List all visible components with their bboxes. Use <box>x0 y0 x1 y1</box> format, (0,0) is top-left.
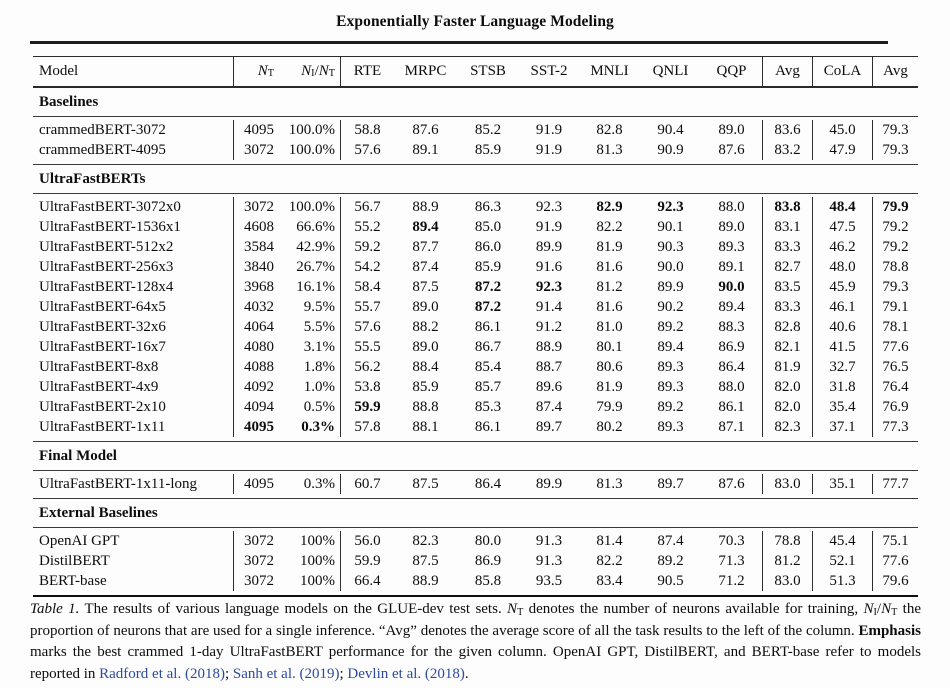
table-cell-sst-2: 91.6 <box>535 258 563 275</box>
table-cell-avg: 78.8 <box>762 531 812 551</box>
table-cell-mnli: 81.9 <box>596 378 623 395</box>
model-name-cell: DistilBERT <box>39 552 110 569</box>
column-header-cola: CoLA <box>812 57 872 86</box>
table-cell-qqp: 89.0 <box>718 218 745 235</box>
model-name-cell: UltraFastBERT-256x3 <box>39 258 174 275</box>
table-cell-avg: 83.3 <box>762 237 812 257</box>
model-name-cell: crammedBERT-4095 <box>39 141 166 158</box>
table-cell-avg: 76.4 <box>872 377 918 397</box>
table-cell-avg: 79.2 <box>872 217 918 237</box>
table-cell-qnli: 89.3 <box>657 418 684 435</box>
table-cell-rte: 57.6 <box>340 140 394 160</box>
table-cell-sst-2: 93.5 <box>535 572 563 589</box>
column-header-avg: Avg <box>762 57 812 86</box>
table-cell-stsb: 86.3 <box>474 198 502 215</box>
table-cell-cola: 37.1 <box>812 417 872 437</box>
table-cell-cola: 48.4 <box>812 197 872 217</box>
table-cell-qnli: 89.2 <box>657 318 684 335</box>
model-name-cell: crammedBERT-3072 <box>39 121 166 138</box>
table-cell-rte: 55.2 <box>340 217 394 237</box>
table-cell-mrpc: 88.8 <box>412 398 439 415</box>
citation-sanh-2019[interactable]: Sanh et al. (2019) <box>232 665 340 682</box>
table-cell-rte: 59.9 <box>340 397 394 417</box>
table-cell-stsb: 85.2 <box>474 121 502 138</box>
table-cell-n-t: 3968 <box>233 277 288 297</box>
table-cell-avg: 77.6 <box>872 551 918 571</box>
table-cell-avg: 77.3 <box>872 417 918 437</box>
table-cell-avg: 83.8 <box>762 197 812 217</box>
table-cell-avg: 76.5 <box>872 357 918 377</box>
table-cell-avg: 79.3 <box>872 140 918 160</box>
table-row-ultrafastbert-3072x0 <box>33 197 918 217</box>
table-cell-mrpc: 88.9 <box>412 572 439 589</box>
table-row-distilbert <box>33 551 918 571</box>
table-cell-qqp: 87.1 <box>718 418 745 435</box>
table-cell-n-i-n-t: 100% <box>300 552 335 569</box>
table-cell-avg: 77.6 <box>872 337 918 357</box>
table-cell-mnli: 79.9 <box>596 398 623 415</box>
table-cell-avg: 82.1 <box>762 337 812 357</box>
table-cell-avg: 79.3 <box>872 277 918 297</box>
table-cell-stsb: 80.0 <box>474 532 502 549</box>
table-cell-mnli: 81.4 <box>596 532 623 549</box>
model-name-cell: OpenAI GPT <box>39 532 120 549</box>
table-cell-cola: 31.8 <box>812 377 872 397</box>
table-cell-cola: 41.5 <box>812 337 872 357</box>
table-cell-n-t: 4088 <box>233 357 288 377</box>
table-cell-cola: 52.1 <box>812 551 872 571</box>
table-cell-avg: 83.5 <box>762 277 812 297</box>
citation-devlin-2018[interactable]: Devlin et al. (2018) <box>347 665 465 682</box>
table-cell-stsb: 85.3 <box>474 398 502 415</box>
table-cell-qnli: 90.1 <box>657 218 684 235</box>
section-body-baselines <box>33 117 918 165</box>
model-name-cell: UltraFastBERT-8x8 <box>39 358 159 375</box>
table-cell-stsb: 85.9 <box>474 258 502 275</box>
table-cell-qnli: 90.9 <box>657 141 684 158</box>
table-cell-rte: 60.7 <box>340 474 394 494</box>
table-cell-sst-2: 88.7 <box>535 358 563 375</box>
title-rule <box>30 41 888 44</box>
column-header-qqp: QQP <box>716 63 747 79</box>
table-cell-mnli: 81.3 <box>596 475 623 492</box>
table-cell-mnli: 82.2 <box>596 552 623 569</box>
model-name-cell: UltraFastBERT-1x11 <box>39 418 166 435</box>
table-cell-n-i-n-t: 1.0% <box>303 378 335 395</box>
table-cell-qnli: 89.2 <box>657 398 684 415</box>
table-cell-mnli: 81.9 <box>596 238 623 255</box>
table-cell-n-t: 3072 <box>233 531 288 551</box>
table-cell-sst-2: 92.3 <box>535 278 563 295</box>
column-header-mnli: MNLI <box>590 63 629 79</box>
table-cell-mrpc: 85.9 <box>412 378 439 395</box>
column-header-model: Model <box>39 63 79 79</box>
caption-math: $N_I$ <box>863 601 877 619</box>
table-row-ultrafastbert-64x5 <box>33 297 918 317</box>
table-cell-avg: 83.3 <box>762 297 812 317</box>
table-cell-qnli: 90.2 <box>657 298 684 315</box>
table-cell-n-i-n-t: 100.0% <box>288 198 335 215</box>
table-row-openai-gpt <box>33 531 918 551</box>
table-cell-n-t: 4092 <box>233 377 288 397</box>
table-row-ultrafastbert-1536x1 <box>33 217 918 237</box>
table-cell-avg: 75.1 <box>872 531 918 551</box>
table-cell-mnli: 80.6 <box>596 358 623 375</box>
table-cell-mrpc: 88.4 <box>412 358 439 375</box>
table-cell-mnli: 80.2 <box>596 418 623 435</box>
table-cell-mnli: 81.0 <box>596 318 623 335</box>
section-header-final-model: Final Model <box>33 442 918 471</box>
table-cell-sst-2: 91.4 <box>535 298 563 315</box>
table-cell-qnli: 89.4 <box>657 338 684 355</box>
table-cell-cola: 45.4 <box>812 531 872 551</box>
table-cell-rte: 54.2 <box>340 257 394 277</box>
table-cell-rte: 56.7 <box>340 197 394 217</box>
table-row-ultrafastbert-8x8 <box>33 357 918 377</box>
table-cell-qnli: 90.3 <box>657 238 684 255</box>
table-cell-cola: 46.2 <box>812 237 872 257</box>
table-cell-n-i-n-t: 0.3% <box>301 418 335 435</box>
table-cell-mrpc: 87.5 <box>412 552 439 569</box>
table-cell-mnli: 83.4 <box>596 572 623 589</box>
table-cell-n-i-n-t: 16.1% <box>296 278 335 295</box>
table-cell-mrpc: 87.4 <box>412 258 439 275</box>
table-cell-n-t: 3840 <box>233 257 288 277</box>
table-cell-cola: 48.0 <box>812 257 872 277</box>
table-cell-stsb: 85.8 <box>474 572 502 589</box>
model-name-cell: UltraFastBERT-1536x1 <box>39 218 181 235</box>
caption-text: Table 1. <box>30 601 80 617</box>
table-cell-sst-2: 91.9 <box>535 141 563 158</box>
table-cell-sst-2: 92.3 <box>535 198 563 215</box>
model-name-cell: UltraFastBERT-4x9 <box>39 378 159 395</box>
table-cell-sst-2: 91.9 <box>535 218 563 235</box>
table-row-ultrafastbert-1x11-long <box>33 474 918 494</box>
column-header-sst-2: SST-2 <box>530 63 568 79</box>
table-cell-mrpc: 89.4 <box>412 218 439 235</box>
table-cell-avg: 79.6 <box>872 571 918 591</box>
section-body-ultrafastberts <box>33 194 918 442</box>
table-cell-n-i-n-t: 0.5% <box>303 398 335 415</box>
table-cell-qnli: 90.5 <box>657 572 684 589</box>
table-cell-qnli: 89.2 <box>657 552 684 569</box>
table-cell-stsb: 87.2 <box>474 298 502 315</box>
table-cell-avg: 79.1 <box>872 297 918 317</box>
column-header-n-t: N $_T$ <box>233 57 288 86</box>
table-cell-mrpc: 88.9 <box>412 198 439 215</box>
table-cell-rte: 57.6 <box>340 317 394 337</box>
page-title: Exponentially Faster Language Modeling <box>336 13 614 30</box>
model-name-cell: UltraFastBERT-1x11-long <box>39 475 197 492</box>
table-cell-rte: 58.4 <box>340 277 394 297</box>
table-cell-stsb: 86.0 <box>474 238 502 255</box>
caption-text: denotes the number of neurons available for training, <box>523 601 864 617</box>
model-name-cell: UltraFastBERT-32x6 <box>39 318 166 335</box>
table-cell-mrpc: 87.6 <box>412 121 439 138</box>
table-cell-n-i-n-t: 0.3% <box>303 475 335 492</box>
table-cell-mrpc: 82.3 <box>412 532 439 549</box>
table-cell-n-i-n-t: 100% <box>300 572 335 589</box>
column-header-n-i-n-t: N $_I$ / N $_T$ <box>301 63 335 79</box>
table-cell-stsb: 86.1 <box>474 418 502 435</box>
table-cell-mrpc: 89.0 <box>412 298 439 315</box>
table-row-ultrafastbert-32x6 <box>33 317 918 337</box>
table-cell-n-t: 4095 <box>233 474 288 494</box>
table-cell-rte: 55.7 <box>340 297 394 317</box>
table-row-ultrafastbert-1x11 <box>33 417 918 437</box>
table-cell-cola: 45.0 <box>812 120 872 140</box>
table-cell-cola: 35.4 <box>812 397 872 417</box>
table-cell-qqp: 90.0 <box>718 278 745 295</box>
table-row-bert-base <box>33 571 918 591</box>
section-header-external-baselines: External Baselines <box>33 499 918 528</box>
results-table <box>33 56 918 597</box>
table-cell-cola: 47.5 <box>812 217 872 237</box>
table-cell-n-t: 4095 <box>233 120 288 140</box>
table-cell-n-t: 4608 <box>233 217 288 237</box>
table-cell-cola: 40.6 <box>812 317 872 337</box>
column-header-rte: RTE <box>340 57 394 86</box>
table-cell-rte: 56.0 <box>340 531 394 551</box>
table-cell-avg: 82.7 <box>762 257 812 277</box>
table-cell-avg: 82.0 <box>762 397 812 417</box>
table-cell-mrpc: 87.5 <box>412 475 439 492</box>
caption-math: $N_T$ <box>507 601 524 619</box>
table-cell-n-t: 3072 <box>233 571 288 591</box>
table-cell-cola: 35.1 <box>812 474 872 494</box>
table-cell-qqp: 86.1 <box>718 398 745 415</box>
table-cell-mnli: 80.1 <box>596 338 623 355</box>
table-cell-cola: 32.7 <box>812 357 872 377</box>
table-cell-mrpc: 88.2 <box>412 318 439 335</box>
table-cell-qqp: 71.2 <box>718 572 745 589</box>
section-header-ultrafastberts: UltraFastBERTs <box>33 165 918 194</box>
table-cell-mrpc: 87.7 <box>412 238 439 255</box>
table-cell-rte: 66.4 <box>340 571 394 591</box>
table-cell-qqp: 89.3 <box>718 238 745 255</box>
table-cell-n-t: 3072 <box>233 197 288 217</box>
caption-text: ; <box>339 665 348 682</box>
table-cell-qqp: 88.0 <box>718 378 745 395</box>
table-cell-rte: 57.8 <box>340 417 394 437</box>
table-row-ultrafastbert-2x10 <box>33 397 918 417</box>
caption-text: marks the best crammed 1-day UltraFastBERT performance for the given column. OpenAI GPT, DistilBERT, and BERT-base refer to models reported in <box>30 644 921 682</box>
table-cell-avg: 81.9 <box>762 357 812 377</box>
model-name-cell: UltraFastBERT-128x4 <box>39 278 174 295</box>
table-cell-avg: 83.2 <box>762 140 812 160</box>
table-cell-cola: 47.9 <box>812 140 872 160</box>
table-cell-sst-2: 89.9 <box>535 238 563 255</box>
table-cell-sst-2: 89.6 <box>535 378 563 395</box>
table-cell-mnli: 82.2 <box>596 218 623 235</box>
table-cell-n-i-n-t: 100.0% <box>288 121 335 138</box>
table-row-ultrafastbert-256x3 <box>33 257 918 277</box>
table-cell-n-t: 4095 <box>233 417 288 437</box>
caption-text: the proportion of neurons that are used for a single inference. “Avg” denotes the average score of all the task results to the left of the column. <box>30 601 921 639</box>
table-cell-sst-2: 91.2 <box>535 318 563 335</box>
table-cell-n-t: 4094 <box>233 397 288 417</box>
table-caption <box>30 599 921 685</box>
table-cell-avg: 79.3 <box>872 120 918 140</box>
table-cell-sst-2: 88.9 <box>535 338 563 355</box>
caption-text: Emphasis <box>858 622 921 639</box>
table-cell-n-i-n-t: 100% <box>300 532 335 549</box>
model-name-cell: UltraFastBERT-16x7 <box>39 338 166 355</box>
table-cell-qqp: 88.3 <box>718 318 745 335</box>
table-cell-stsb: 85.9 <box>474 141 502 158</box>
table-cell-qqp: 88.0 <box>718 198 745 215</box>
table-cell-qnli: 90.0 <box>657 258 684 275</box>
table-cell-sst-2: 91.9 <box>535 121 563 138</box>
table-cell-qnli: 92.3 <box>657 198 684 215</box>
table-header-row <box>33 57 918 88</box>
table-cell-stsb: 86.4 <box>474 475 502 492</box>
table-cell-n-i-n-t: 9.5% <box>303 298 335 315</box>
table-cell-qqp: 87.6 <box>718 475 745 492</box>
model-name-cell: BERT-base <box>39 572 107 589</box>
table-cell-qqp: 86.4 <box>718 358 745 375</box>
table-cell-n-t: 4032 <box>233 297 288 317</box>
section-body-final-model <box>33 471 918 499</box>
table-cell-rte: 53.8 <box>340 377 394 397</box>
caption-text: ; <box>224 665 233 682</box>
section-body-external-baselines <box>33 528 918 597</box>
table-cell-mrpc: 89.1 <box>412 141 439 158</box>
table-cell-avg: 76.9 <box>872 397 918 417</box>
table-cell-mrpc: 87.5 <box>412 278 439 295</box>
table-cell-avg: 83.0 <box>762 474 812 494</box>
table-cell-qnli: 89.3 <box>657 358 684 375</box>
table-cell-mrpc: 88.1 <box>412 418 439 435</box>
caption-text: . <box>464 665 469 682</box>
table-cell-qnli: 87.4 <box>657 532 684 549</box>
model-name-cell: UltraFastBERT-64x5 <box>39 298 166 315</box>
table-cell-stsb: 85.7 <box>474 378 502 395</box>
table-cell-rte: 55.5 <box>340 337 394 357</box>
table-cell-n-i-n-t: 1.8% <box>303 358 335 375</box>
table-cell-stsb: 86.9 <box>474 552 502 569</box>
table-cell-qqp: 70.3 <box>718 532 745 549</box>
table-cell-stsb: 85.4 <box>474 358 502 375</box>
table-cell-avg: 82.3 <box>762 417 812 437</box>
table-cell-stsb: 85.0 <box>474 218 502 235</box>
table-cell-avg: 83.1 <box>762 217 812 237</box>
table-cell-avg: 83.0 <box>762 571 812 591</box>
table-cell-sst-2: 91.3 <box>535 552 563 569</box>
table-cell-rte: 56.2 <box>340 357 394 377</box>
table-cell-qqp: 89.0 <box>718 121 745 138</box>
table-cell-avg: 79.2 <box>872 237 918 257</box>
table-cell-qnli: 89.3 <box>657 378 684 395</box>
table-cell-n-i-n-t: 66.6% <box>296 218 335 235</box>
caption-text: / <box>876 601 882 617</box>
caption-text: The results of various language models on the GLUE-dev test sets. <box>79 601 508 617</box>
table-cell-avg: 81.2 <box>762 551 812 571</box>
model-name-cell: UltraFastBERT-3072x0 <box>39 198 181 215</box>
table-cell-n-i-n-t: 3.1% <box>303 338 335 355</box>
table-cell-qqp: 71.3 <box>718 552 745 569</box>
table-cell-avg: 78.1 <box>872 317 918 337</box>
model-name-cell: UltraFastBERT-2x10 <box>39 398 166 415</box>
table-row-ultrafastbert-128x4 <box>33 277 918 297</box>
table-cell-qqp: 89.1 <box>718 258 745 275</box>
table-cell-n-t: 4080 <box>233 337 288 357</box>
table-cell-qqp: 87.6 <box>718 141 745 158</box>
table-cell-qnli: 90.4 <box>657 121 684 138</box>
model-name-cell: UltraFastBERT-512x2 <box>39 238 174 255</box>
table-cell-avg: 77.7 <box>872 474 918 494</box>
section-header-baselines: Baselines <box>33 88 918 117</box>
table-cell-avg: 82.0 <box>762 377 812 397</box>
table-row-ultrafastbert-4x9 <box>33 377 918 397</box>
column-header-stsb: STSB <box>470 63 506 79</box>
table-cell-n-i-n-t: 100.0% <box>288 141 335 158</box>
table-cell-sst-2: 87.4 <box>535 398 563 415</box>
table-row-ultrafastbert-16x7 <box>33 337 918 357</box>
table-cell-qqp: 89.4 <box>718 298 745 315</box>
table-cell-cola: 46.1 <box>812 297 872 317</box>
citation-radford-2018[interactable]: Radford et al. (2018) <box>99 665 225 682</box>
table-cell-avg: 82.8 <box>762 317 812 337</box>
table-cell-qqp: 86.9 <box>718 338 745 355</box>
table-cell-n-t: 3072 <box>233 551 288 571</box>
table-cell-mrpc: 89.0 <box>412 338 439 355</box>
table-cell-n-t: 3584 <box>233 237 288 257</box>
table-cell-n-i-n-t: 26.7% <box>296 258 335 275</box>
table-cell-mnli: 82.8 <box>596 121 623 138</box>
column-header-avg: Avg <box>872 57 918 86</box>
table-cell-n-t: 4064 <box>233 317 288 337</box>
table-cell-n-i-n-t: 5.5% <box>303 318 335 335</box>
table-cell-rte: 59.2 <box>340 237 394 257</box>
column-header-qnli: QNLI <box>652 63 689 79</box>
table-cell-mnli: 81.2 <box>596 278 623 295</box>
table-cell-avg: 83.6 <box>762 120 812 140</box>
table-row-crammedbert-3072 <box>33 120 918 140</box>
table-cell-mnli: 82.9 <box>596 198 623 215</box>
table-cell-n-i-n-t: 42.9% <box>296 238 335 255</box>
table-cell-sst-2: 89.9 <box>535 475 563 492</box>
table-row-ultrafastbert-512x2 <box>33 237 918 257</box>
table-cell-qnli: 89.7 <box>657 475 684 492</box>
table-cell-mnli: 81.6 <box>596 258 623 275</box>
table-cell-sst-2: 89.7 <box>535 418 563 435</box>
table-cell-avg: 78.8 <box>872 257 918 277</box>
table-cell-mnli: 81.6 <box>596 298 623 315</box>
table-cell-qnli: 89.9 <box>657 278 684 295</box>
table-cell-avg: 79.9 <box>872 197 918 217</box>
table-cell-rte: 58.8 <box>340 120 394 140</box>
table-cell-rte: 59.9 <box>340 551 394 571</box>
table-cell-stsb: 86.1 <box>474 318 502 335</box>
table-cell-n-t: 3072 <box>233 140 288 160</box>
table-cell-cola: 45.9 <box>812 277 872 297</box>
table-row-crammedbert-4095 <box>33 140 918 160</box>
table-cell-mnli: 81.3 <box>596 141 623 158</box>
table-cell-cola: 51.3 <box>812 571 872 591</box>
column-header-mrpc: MRPC <box>404 63 447 79</box>
caption-math: $N_T$ <box>881 601 898 619</box>
table-cell-stsb: 87.2 <box>474 278 502 295</box>
table-cell-stsb: 86.7 <box>474 338 502 355</box>
table-cell-sst-2: 91.3 <box>535 532 563 549</box>
